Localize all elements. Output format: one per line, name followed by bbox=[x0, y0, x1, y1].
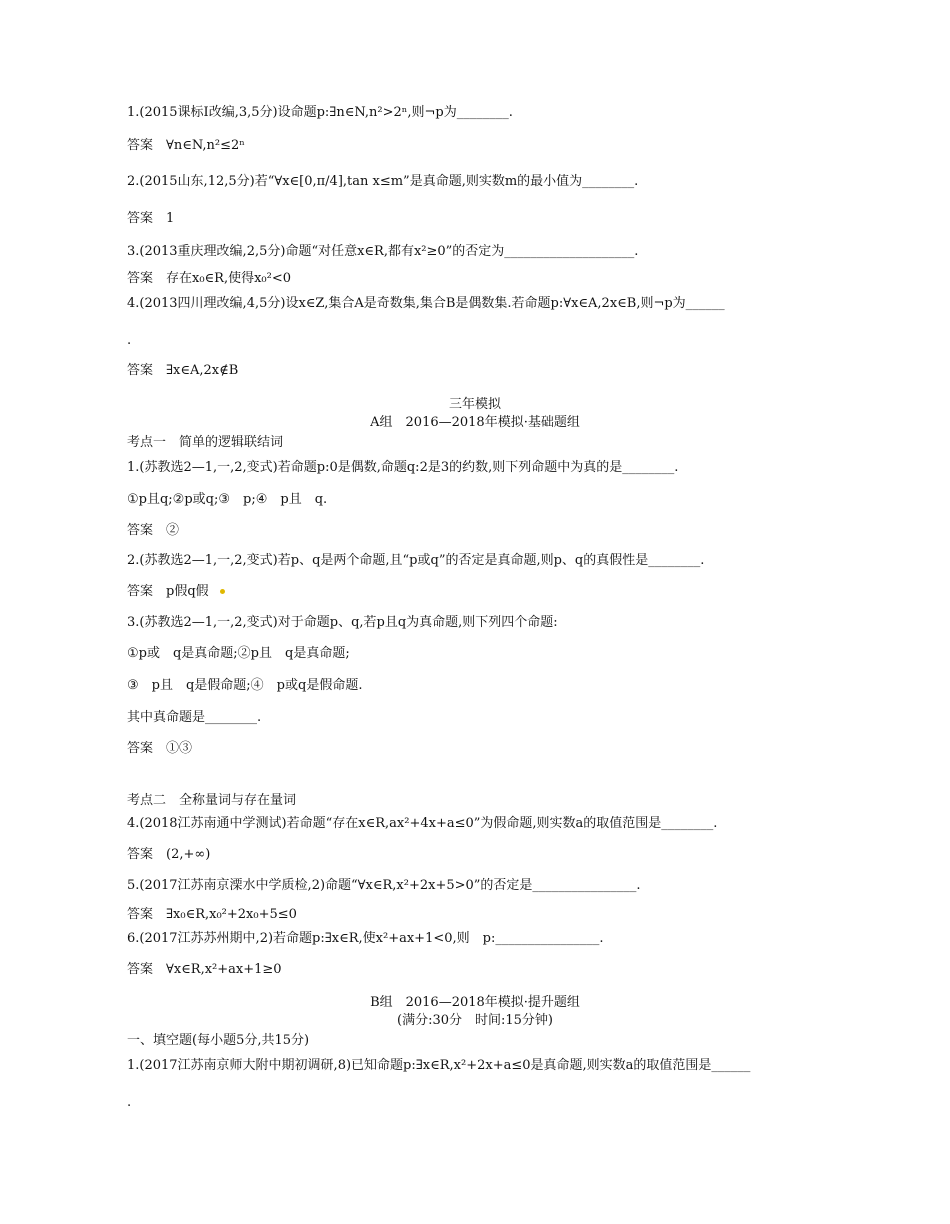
group-b-heading: B组 2016—2018年模拟·提升题组 bbox=[370, 995, 580, 1010]
question-3: 3.(2013重庆理改编,2,5分)命题“对任意x∈R,都有x²≥0”的否定为____________________. bbox=[127, 244, 639, 259]
question-2: 2.(2015山东,12,5分)若“∀x∈[0,π/4],tan x≤m”是真命题,则实数m的最小值为________. bbox=[127, 174, 639, 189]
answer-4: 答案 ∃x∈A,2x∉B bbox=[127, 363, 239, 378]
a-question-3: 3.(苏教选2—1,一,2,变式)对于命题p、q,若p且q为真命题,则下列四个命题: bbox=[127, 615, 558, 630]
section-heading: 三年模拟 bbox=[448, 397, 501, 412]
topic-1-heading: 考点一 简单的逻辑联结词 bbox=[127, 435, 284, 450]
b-question-1: 1.(2017江苏南京师大附中期初调研,8)已知命题p:∃x∈R,x²+2x+a≤0是真命题,则实数a的取值范围是______ bbox=[127, 1058, 751, 1073]
answer-3: 答案 存在x₀∈R,使得x₀²<0 bbox=[127, 271, 292, 286]
b-section-heading: 一、填空题(每小题5分,共15分) bbox=[127, 1033, 310, 1048]
a-answer-4: 答案 (2,+∞) bbox=[127, 847, 211, 862]
question-1: 1.(2015课标Ⅰ改编,3,5分)设命题p:∃n∈N,n²>2ⁿ,则¬p为________. bbox=[127, 105, 513, 120]
b-question-1-end: . bbox=[127, 1095, 132, 1110]
a-question-3-line-4: 其中真命题是________. bbox=[127, 710, 262, 725]
question-4: 4.(2013四川理改编,4,5分)设x∈Z,集合A是奇数集,集合B是偶数集.若命题p:∀x∈A,2x∈B,则¬p为______ bbox=[127, 296, 725, 311]
a-question-4: 4.(2018江苏南通中学测试)若命题“存在x∈R,ax²+4x+a≤0”为假命题,则实数a的取值范围是________. bbox=[127, 816, 718, 831]
answer-2: 答案 1 bbox=[127, 211, 175, 226]
a-question-6: 6.(2017江苏苏州期中,2)若命题p:∃x∈R,使x²+ax+1<0,则 p:________________. bbox=[127, 931, 604, 946]
a-question-3-line-3: ③ p且 q是假命题;④ p或q是假命题. bbox=[127, 678, 363, 693]
question-4-end: . bbox=[127, 333, 132, 348]
a-question-5: 5.(2017江苏南京溧水中学质检,2)命题“∀x∈R,x²+2x+5>0”的否定是________________. bbox=[127, 878, 641, 893]
a-question-2: 2.(苏教选2—1,一,2,变式)若p、q是两个命题,且“p或q”的否定是真命题,则p、q的真假性是________. bbox=[127, 553, 705, 568]
a-question-3-line-2: ①p或 q是真命题;②p且 q是真命题; bbox=[127, 646, 350, 661]
highlight-mark bbox=[220, 589, 225, 594]
a-answer-6: 答案 ∀x∈R,x²+ax+1≥0 bbox=[127, 962, 282, 977]
a-answer-5: 答案 ∃x₀∈R,x₀²+2x₀+5≤0 bbox=[127, 907, 297, 922]
a-answer-3: 答案 ①③ bbox=[127, 741, 193, 756]
a-question-1-options: ①p且q;②p或q;③ p;④ p且 q. bbox=[127, 492, 328, 507]
topic-2-heading: 考点二 全称量词与存在量词 bbox=[127, 793, 297, 808]
a-question-1: 1.(苏教选2—1,一,2,变式)若命题p:0是偶数,命题q:2是3的约数,则下列命题中为真的是________. bbox=[127, 460, 679, 475]
a-answer-1: 答案 ② bbox=[127, 523, 180, 538]
a-answer-2: 答案 p假q假 bbox=[127, 584, 209, 599]
group-a-heading: A组 2016—2018年模拟·基础题组 bbox=[370, 415, 580, 430]
group-b-subheading: (满分:30分 时间:15分钟) bbox=[397, 1013, 553, 1028]
answer-1: 答案 ∀n∈N,n²≤2ⁿ bbox=[127, 138, 245, 153]
